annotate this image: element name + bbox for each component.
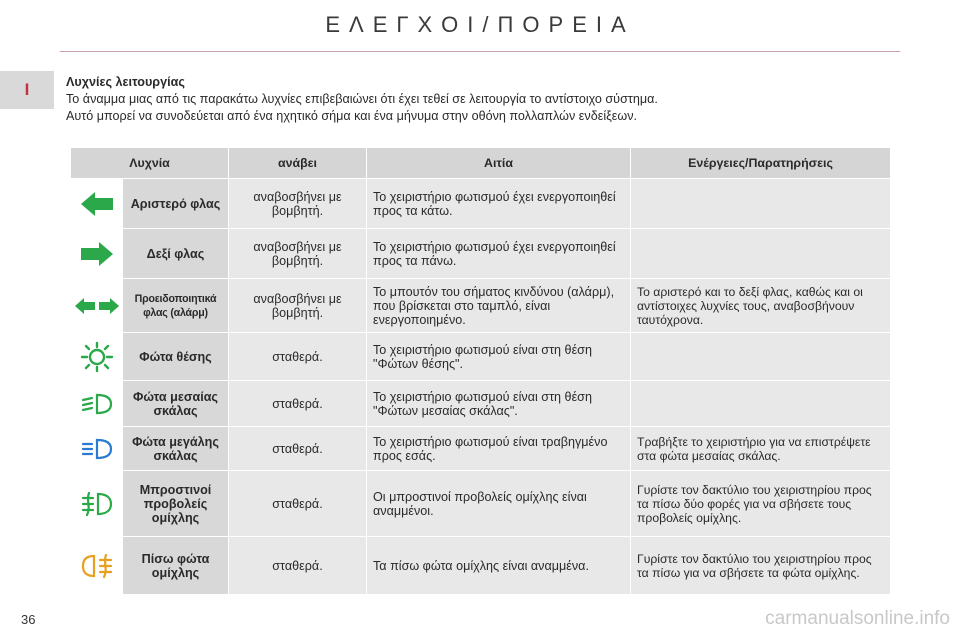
lamp-cause: Οι μπροστινοί προβολείς ομίχλης είναι αναμμένοι.: [367, 471, 631, 537]
lamp-name: Φώτα μεσαίας σκάλας: [123, 381, 229, 427]
front-fog-lamp: [98, 494, 111, 514]
intro-block: [66, 74, 906, 125]
main-beam-icon: [80, 437, 114, 461]
lamp-when: σταθερά.: [229, 333, 367, 381]
right-arrow-icon: [80, 241, 114, 267]
intro-heading: Λυχνίες λειτουργίας: [66, 75, 185, 89]
lamp-name: Φώτα μεγάλης σκάλας: [123, 427, 229, 471]
lamp-name: Προειδοποιητικά φλας (αλάρμ): [123, 279, 229, 333]
header-cause: Αιτία: [367, 148, 631, 179]
lamp-when: σταθερά.: [229, 427, 367, 471]
rear-fog-rays: [100, 555, 111, 577]
icon-cell: [71, 471, 123, 537]
front-fog-rays: [83, 493, 93, 515]
dipped-beam-icon: [80, 392, 114, 416]
left-arrow-shape: [81, 192, 113, 216]
header-lamp: Λυχνία: [71, 148, 229, 179]
sidelights-icon: [79, 341, 115, 373]
hazard-arrows-icon: [74, 297, 120, 315]
icon-cell: [71, 229, 123, 279]
main-beam-rays: [83, 444, 92, 454]
table-row: [71, 537, 891, 595]
table-row: [71, 279, 891, 333]
lamp-name: Φώτα θέσης: [123, 333, 229, 381]
lamp-when: αναβοσβήνει με βομβητή.: [229, 279, 367, 333]
hazard-right-arrow: [99, 298, 119, 314]
table-row: [71, 229, 891, 279]
hazard-left-arrow: [75, 298, 95, 314]
icon-cell: [71, 179, 123, 229]
table-row: [71, 179, 891, 229]
lamp-action: Γυρίστε τον δακτύλιο του χειριστηρίου προς τα πίσω δύο φορές για να σβήσετε τους προβολείς ομίχλης.: [631, 471, 891, 537]
watermark: carmanualsonline.info: [765, 608, 950, 629]
lamp-cause: Το χειριστήριο φωτισμού είναι στη θέση "Φώτων μεσαίας σκάλας".: [367, 381, 631, 427]
icon-cell: [71, 427, 123, 471]
front-fog-icon: [80, 491, 114, 517]
lamp-cause: Τα πίσω φώτα ομίχλης είναι αναμμένα.: [367, 537, 631, 595]
sidelights-rays: [82, 343, 112, 371]
dipped-beam-lamp: [97, 395, 111, 413]
table-row: [71, 381, 891, 427]
icon-cell: [71, 537, 123, 595]
left-arrow-icon: [80, 191, 114, 217]
lamp-cause: Το χειριστήριο φωτισμού έχει ενεργοποιηθεί προς τα πάνω.: [367, 229, 631, 279]
lamp-action: [631, 229, 891, 279]
rear-fog-icon: [80, 553, 114, 579]
lamp-cause: Το μπουτόν του σήματος κινδύνου (αλάρμ), που βρίσκεται στο ταμπλό, είναι ενεργοποιημένο.: [367, 279, 631, 333]
lamp-name: Μπροστινοί προβολείς ομίχλης: [123, 471, 229, 537]
lamp-when: αναβοσβήνει με βομβητή.: [229, 179, 367, 229]
lamp-when: σταθερά.: [229, 471, 367, 537]
intro-line-1: Το άναμμα μιας από τις παρακάτω λυχνίες επιβεβαιώνει ότι έχει τεθεί σε λειτουργία το αντίστοιχο σύστημα.: [66, 92, 658, 106]
lamp-name: Αριστερό φλας: [123, 179, 229, 229]
icon-cell: [71, 279, 123, 333]
lamp-action: [631, 333, 891, 381]
table-row: [71, 333, 891, 381]
lamp-action: Γυρίστε τον δακτύλιο του χειριστηρίου προς τα πίσω για να σβήσετε τα φώτα ομίχλης.: [631, 537, 891, 595]
page-number: 36: [21, 612, 36, 627]
main-beam-lamp: [97, 440, 111, 458]
lamp-action: [631, 179, 891, 229]
header-lights: ανάβει: [229, 148, 367, 179]
lamp-name: Πίσω φώτα ομίχλης: [123, 537, 229, 595]
section-tab: I: [0, 71, 54, 109]
lamp-cause: Το χειριστήριο φωτισμού έχει ενεργοποιηθεί προς τα κάτω.: [367, 179, 631, 229]
lamp-cause: Το χειριστήριο φωτισμού είναι στη θέση "Φώτων θέσης".: [367, 333, 631, 381]
icon-cell: [71, 333, 123, 381]
table-header-row: [71, 148, 891, 179]
lamp-cause: Το χειριστήριο φωτισμού είναι τραβηγμένο προς εσάς.: [367, 427, 631, 471]
header-actions: Ενέργειες/Παρατηρήσεις: [631, 148, 891, 179]
lamp-action: Το αριστερό και το δεξί φλας, καθώς και οι αντίστοιχες λυχνίες τους, αναβοσβήνουν ταυτόχρονα.: [631, 279, 891, 333]
dipped-beam-rays: [83, 398, 92, 410]
warning-lamps-table: [70, 147, 891, 595]
icon-cell: [71, 381, 123, 427]
intro-line-2: Αυτό μπορεί να συνοδεύεται από ένα ηχητικό σήμα και ένα μήνυμα στην οθόνη πολλαπλών ενδείξεων.: [66, 109, 638, 123]
title-divider: [60, 51, 900, 52]
lamp-name: Δεξί φλας: [123, 229, 229, 279]
lamp-when: σταθερά.: [229, 381, 367, 427]
rear-fog-lamp: [83, 556, 94, 576]
lamp-action: Τραβήξτε το χειριστήριο για να επιστρέψετε στα φώτα μεσαίας σκάλας.: [631, 427, 891, 471]
lamp-action: [631, 381, 891, 427]
sidelights-circle: [90, 350, 104, 364]
table-row: [71, 427, 891, 471]
right-arrow-shape: [81, 242, 113, 266]
page-title: ΕΛΕΓΧΟΙ/ΠΟΡΕΙΑ: [325, 12, 635, 37]
lamp-when: σταθερά.: [229, 537, 367, 595]
table-row: [71, 471, 891, 537]
lamp-when: αναβοσβήνει με βομβητή.: [229, 229, 367, 279]
